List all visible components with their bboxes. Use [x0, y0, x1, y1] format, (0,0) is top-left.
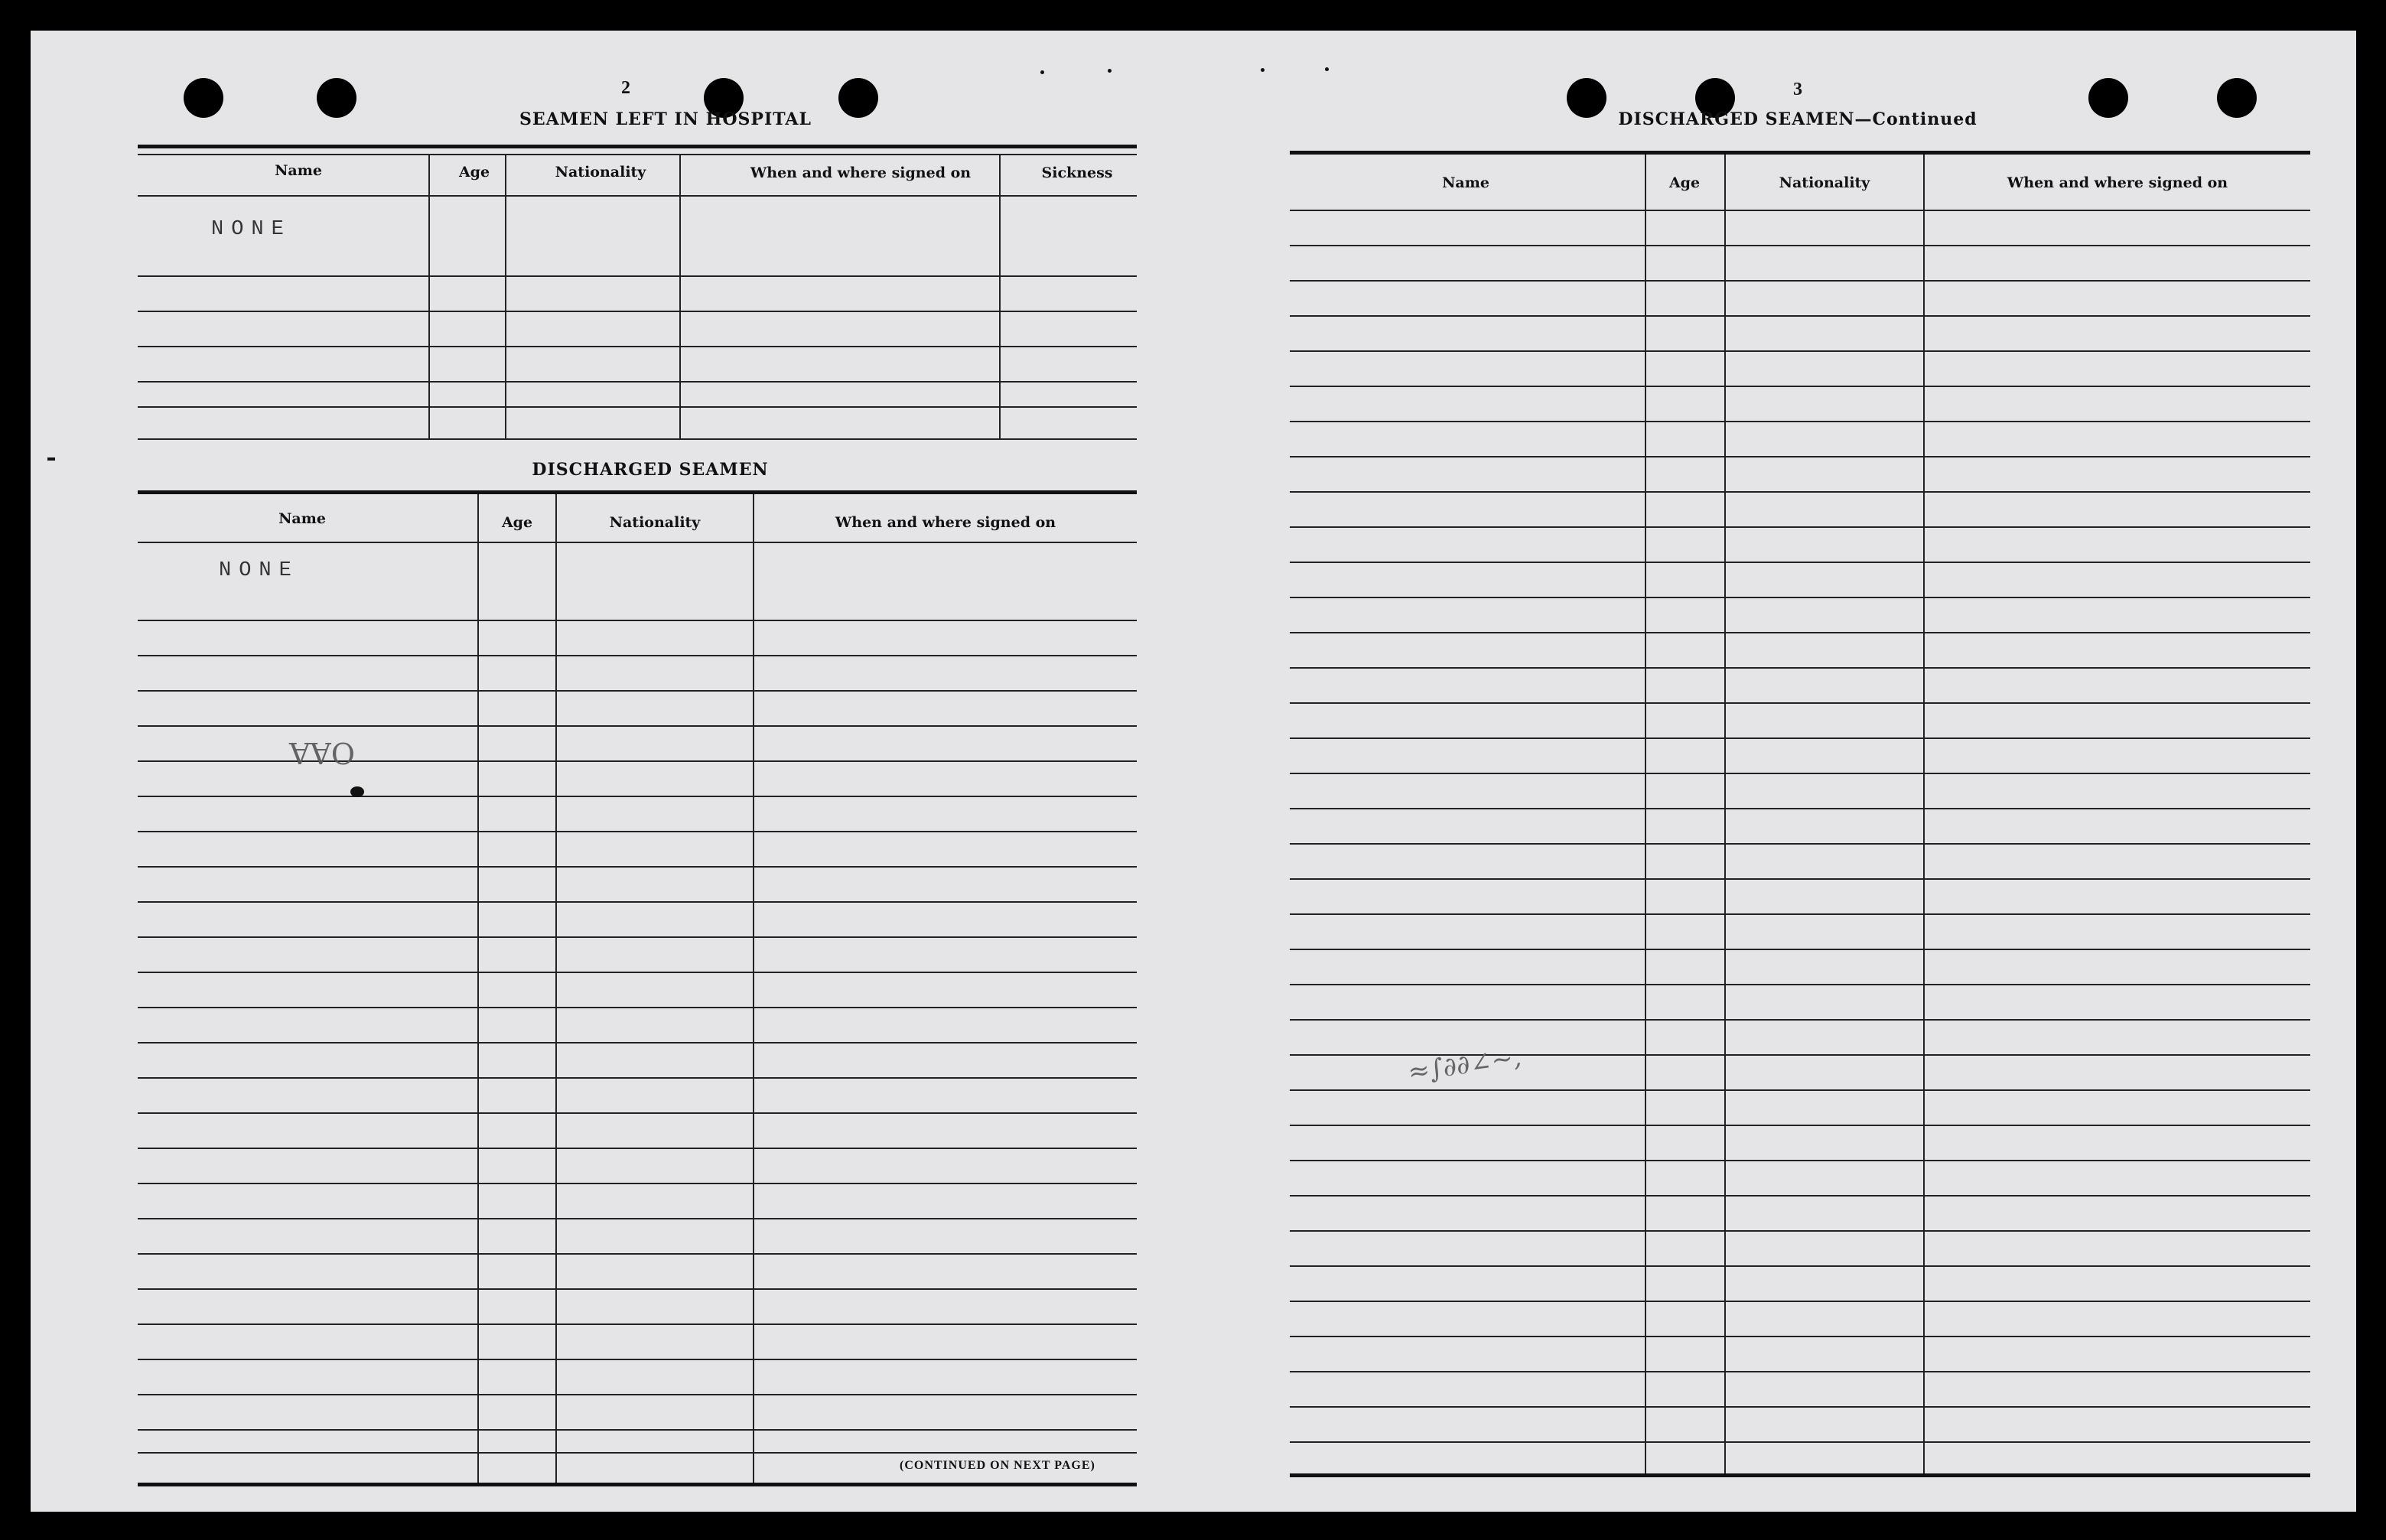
table-bottom-rule: [138, 438, 1137, 440]
stamp-mark: OAA: [289, 736, 356, 770]
punch-hole: [317, 78, 356, 118]
table-row-rule: [1290, 737, 2310, 739]
section-title-discharged-continued: DISCHARGED SEAMEN—Continued: [1618, 109, 1977, 129]
col-header-age: Age: [501, 514, 533, 531]
table-row-rule: [1290, 984, 2310, 985]
table-row-rule: [1290, 913, 2310, 915]
table-row-rule: [1290, 667, 2310, 669]
table-row-rule: [138, 381, 1137, 383]
col-header-nationality: Nationality: [555, 164, 646, 181]
table-header-rule: [138, 195, 1137, 197]
punch-hole: [2217, 78, 2257, 118]
table-row-rule: [1290, 702, 2310, 704]
table-row-rule: [138, 406, 1137, 408]
table-row-rule: [1290, 526, 2310, 528]
table-row-rule: [138, 1042, 1137, 1043]
table-row-rule: [1290, 315, 2310, 317]
col-header-nationality: Nationality: [609, 514, 701, 531]
col-header-signed-on: When and where signed on: [2007, 174, 2228, 191]
table-row-rule: [1290, 421, 2310, 422]
hospital-entry: NONE: [211, 218, 291, 241]
table-top-rule: [138, 145, 1137, 148]
table-row-rule: [138, 311, 1137, 312]
table-row-rule: [1290, 1195, 2310, 1197]
section-title-discharged: DISCHARGED SEAMEN: [532, 460, 769, 480]
table-row-rule: [138, 725, 1137, 727]
table-row-rule: [1290, 1301, 2310, 1302]
ink-speck: [1261, 68, 1265, 72]
table-row-rule: [138, 620, 1137, 621]
table-row-rule: [1290, 245, 2310, 246]
table-row-rule: [138, 1323, 1137, 1325]
table-bottom-rule: [1290, 1473, 2310, 1477]
table-row-rule: [1290, 456, 2310, 457]
continued-footer: (CONTINUED ON NEXT PAGE): [900, 1459, 1095, 1472]
table-top-rule: [138, 490, 1137, 494]
document-sheet: [31, 31, 2356, 1512]
table-row-rule: [138, 796, 1137, 797]
table-row-rule: [138, 936, 1137, 938]
table-row-rule: [1290, 210, 2310, 211]
column-rule: [753, 494, 754, 1483]
column-rule: [1645, 155, 1646, 1475]
table-row-rule: [138, 866, 1137, 868]
ink-blot: [350, 786, 364, 797]
table-row-rule: [138, 346, 1137, 347]
ink-speck: [1325, 67, 1329, 71]
col-header-nationality: Nationality: [1779, 174, 1870, 191]
table-row-rule: [1290, 280, 2310, 282]
punch-hole: [184, 78, 223, 118]
column-rule: [1923, 155, 1925, 1475]
col-header-signed-on: When and where signed on: [750, 164, 972, 181]
table-row-rule: [1290, 1371, 2310, 1372]
ink-speck: [47, 457, 55, 461]
table-row-rule: [1290, 632, 2310, 633]
table-row-rule: [1290, 1230, 2310, 1232]
table-row-rule: [138, 1077, 1137, 1079]
page-number-right: 3: [1793, 80, 1802, 99]
table-row-rule: [138, 1359, 1137, 1360]
table-row-rule: [1290, 1265, 2310, 1267]
col-header-name: Name: [1442, 174, 1489, 191]
table-row-rule: [1290, 1125, 2310, 1126]
table-row-rule: [1290, 1160, 2310, 1161]
table-row-rule: [138, 1218, 1137, 1219]
table-row-rule: [138, 1394, 1137, 1395]
table-top-rule: [1290, 151, 2310, 155]
section-title-hospital: SEAMEN LEFT IN HOSPITAL: [519, 109, 812, 129]
table-row-rule: [138, 1112, 1137, 1114]
table-row-rule: [1290, 491, 2310, 493]
table-row-rule: [1290, 949, 2310, 950]
table-row-rule: [1290, 1406, 2310, 1408]
ink-speck: [1108, 69, 1112, 73]
table-row-rule: [138, 1148, 1137, 1149]
column-rule: [1724, 155, 1726, 1475]
table-row-rule: [138, 542, 1137, 543]
col-header-age: Age: [458, 164, 490, 181]
col-header-sickness: Sickness: [1041, 164, 1113, 181]
column-rule: [477, 494, 479, 1483]
col-header-name: Name: [278, 510, 326, 527]
table-row-rule: [138, 1253, 1137, 1255]
table-row-rule: [138, 972, 1137, 973]
table-row-rule: [138, 1288, 1137, 1290]
table-row-rule: [1290, 773, 2310, 774]
table-row-rule: [138, 1429, 1137, 1431]
punch-hole: [2088, 78, 2128, 118]
col-header-signed-on: When and where signed on: [835, 514, 1056, 531]
bleed-through-signature: ≈∫∂∂∠∼,: [1405, 1041, 1524, 1089]
table-row-rule: [1290, 562, 2310, 563]
table-header-rule: [138, 154, 1137, 155]
col-header-age: Age: [1668, 174, 1701, 191]
table-bottom-rule: [138, 1483, 1137, 1486]
table-row-rule: [138, 655, 1137, 656]
table-row-rule: [138, 901, 1137, 903]
table-row-rule: [1290, 597, 2310, 598]
table-row-rule: [1290, 1441, 2310, 1443]
column-rule: [555, 494, 557, 1483]
table-row-rule: [1290, 1089, 2310, 1091]
table-row-rule: [138, 760, 1137, 762]
table-row-rule: [138, 275, 1137, 277]
table-row-rule: [1290, 350, 2310, 352]
table-row-rule: [138, 1183, 1137, 1184]
table-row-rule: [138, 1007, 1137, 1008]
table-row-rule: [138, 831, 1137, 832]
table-row-rule: [1290, 843, 2310, 845]
table-row-rule: [138, 690, 1137, 692]
page-number-left: 2: [621, 78, 630, 98]
discharged-entry: NONE: [219, 559, 299, 582]
table-row-rule: [1290, 808, 2310, 809]
table-row-rule: [1290, 386, 2310, 387]
table-row-rule: [138, 1452, 1137, 1454]
table-row-rule: [1290, 1019, 2310, 1021]
col-header-name: Name: [275, 162, 322, 179]
table-row-rule: [1290, 878, 2310, 880]
table-row-rule: [1290, 1336, 2310, 1337]
ink-speck: [1040, 70, 1044, 74]
